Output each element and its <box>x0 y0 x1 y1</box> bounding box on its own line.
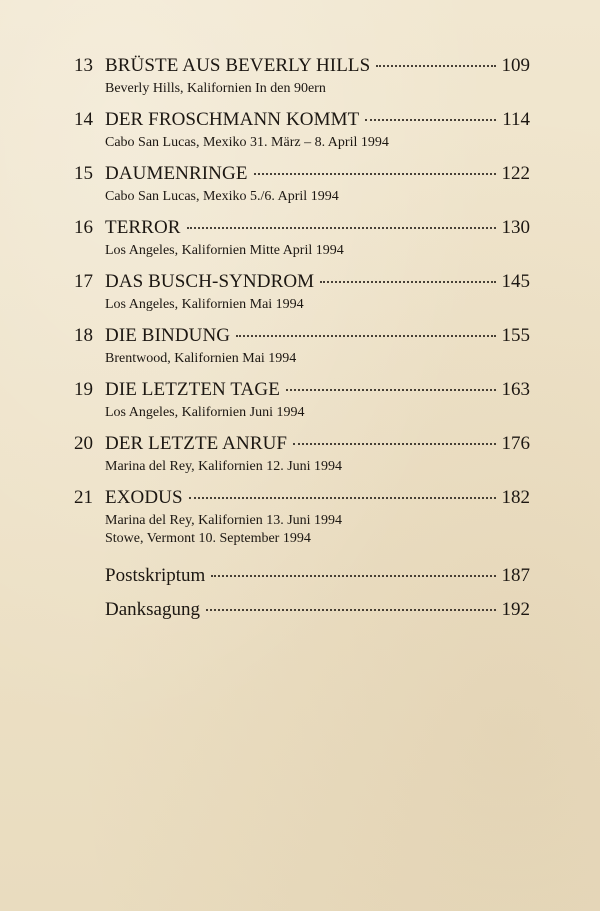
chapter-title: DAS BUSCH-SYNDROM <box>105 271 315 292</box>
page-number: 163 <box>501 379 530 400</box>
chapter-subtitle: Los Angeles, Kalifornien Mai 1994 <box>105 297 304 312</box>
chapter-number: 16 <box>74 217 93 238</box>
dot-leader <box>206 609 496 611</box>
chapter-subtitle: Los Angeles, Kalifornien Juni 1994 <box>105 405 305 420</box>
dot-leader <box>376 65 495 67</box>
chapter-number: 14 <box>74 109 93 130</box>
chapter-title: DER LETZTE ANRUF <box>105 433 288 454</box>
toc-entry-chapter-16 <box>74 214 530 260</box>
page-number: 182 <box>501 487 530 508</box>
dot-leader <box>320 281 495 283</box>
chapter-subtitle: Beverly Hills, Kalifornien In den 90ern <box>105 81 326 96</box>
toc-entry-postskriptum <box>74 562 530 590</box>
chapter-title: BRÜSTE AUS BEVERLY HILLS <box>105 55 371 76</box>
page-number: 122 <box>501 163 530 184</box>
chapter-title: TERROR <box>105 217 181 238</box>
chapter-number: 21 <box>74 487 93 508</box>
backmatter-title: Danksagung <box>105 599 200 620</box>
chapter-subtitle: Los Angeles, Kalifornien Mitte April 1994 <box>105 243 344 258</box>
toc-entry-danksagung <box>74 596 530 624</box>
page-number: 176 <box>501 433 530 454</box>
page-number: 155 <box>501 325 530 346</box>
chapter-subtitle: Marina del Rey, Kalifornien 12. Juni 1994 <box>105 459 343 474</box>
toc-entry-chapter-15 <box>74 160 530 206</box>
page-number: 192 <box>501 599 530 620</box>
backmatter-title: Postskriptum <box>105 565 206 586</box>
table-of-contents <box>74 52 530 624</box>
chapter-number: 20 <box>74 433 93 454</box>
chapter-number: 17 <box>74 271 93 292</box>
page-number: 114 <box>502 109 530 130</box>
toc-entry-chapter-13 <box>74 52 530 98</box>
dot-leader <box>286 389 496 391</box>
dot-leader <box>211 575 495 577</box>
dot-leader <box>187 227 496 229</box>
page-number: 145 <box>501 271 530 292</box>
chapter-title: DAUMENRINGE <box>105 163 248 184</box>
chapter-subtitle: Cabo San Lucas, Mexiko 31. März – 8. April 1994 <box>105 135 389 150</box>
chapter-subtitle-2: Stowe, Vermont 10. September 1994 <box>105 531 311 546</box>
toc-entry-chapter-17 <box>74 268 530 314</box>
chapter-title: DIE LETZTEN TAGE <box>105 379 280 400</box>
chapter-subtitle: Cabo San Lucas, Mexiko 5./6. April 1994 <box>105 189 339 204</box>
chapter-title: EXODUS <box>105 487 183 508</box>
chapter-title: DIE BINDUNG <box>105 325 231 346</box>
chapter-number: 19 <box>74 379 93 400</box>
chapter-subtitle: Brentwood, Kalifornien Mai 1994 <box>105 351 297 366</box>
chapter-title: DER FROSCHMANN KOMMT <box>105 109 360 130</box>
toc-entry-chapter-14 <box>74 106 530 152</box>
toc-entry-chapter-20 <box>74 430 530 476</box>
page-number: 130 <box>501 217 530 238</box>
dot-leader <box>293 443 495 445</box>
dot-leader <box>365 119 496 121</box>
dot-leader <box>254 173 496 175</box>
chapter-number: 15 <box>74 163 93 184</box>
dot-leader <box>189 497 496 499</box>
toc-entry-chapter-18 <box>74 322 530 368</box>
page-number: 109 <box>501 55 530 76</box>
chapter-subtitle: Marina del Rey, Kalifornien 13. Juni 1994 <box>105 513 343 528</box>
chapter-number: 13 <box>74 55 93 76</box>
dot-leader <box>236 335 495 337</box>
chapter-number: 18 <box>74 325 93 346</box>
page-number: 187 <box>501 565 530 586</box>
toc-entry-chapter-21 <box>74 484 530 548</box>
toc-entry-chapter-19 <box>74 376 530 422</box>
